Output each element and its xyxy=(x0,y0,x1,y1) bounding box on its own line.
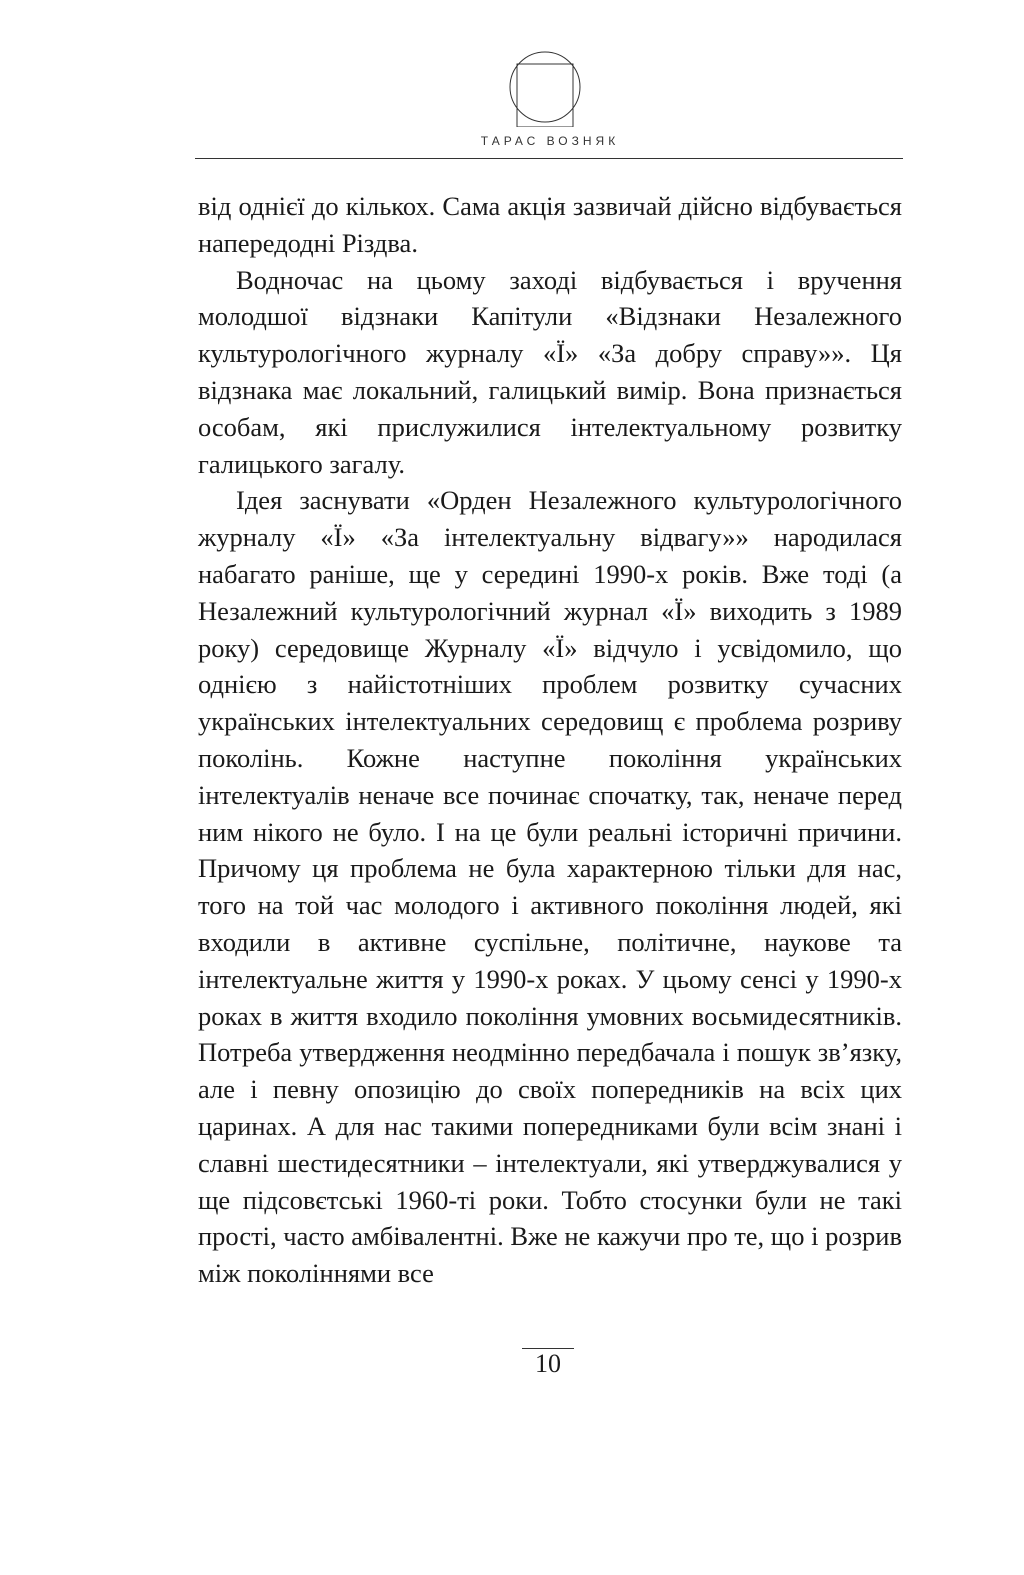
page-number: 10 xyxy=(535,1349,561,1378)
paragraph: Ідея заснувати «Орден Незалежного культурологічного журналу «Ї» «За інтелектуальну відвагу»» народилася набагато раніше, ще у середині 1990-х років. Вже тоді (а Незалежний культурологічний журнал «Ї» виходить з 1989 року) середовище Журналу «Ї» відчуло і усвідомило, що однією з найістотніших проблем розвитку сучасних українських інтелектуальних середовищ є проблема розриву поколінь. Кожне наступне покоління українських інтелектуалів неначе все починає спочатку, так, неначе перед ним нікого не було. І на це були реальні історичні причини. Причому ця проблема не була характерною тільки для нас, того на той час молодого і активного покоління людей, які входили в активне суспільне, політичне, наукове та інтелектуальне життя у 1990-х роках. У цьому сенсі у 1990-х роках в життя входило покоління умовних восьмидесятників. Потреба утвердження неодмінно передбачала і пошук зв’язку, але і певну опозицію до своїх попередників на всіх цих царинах. А для нас такими попередниками були всім знані і славні шестидесятники – інтелектуали, які утверджувалися у ще підсовєтські 1960-ті роки. Тобто стосунки були не такі прості, часто амбівалентні. Вже не кажучи про те, що і розрив між поколіннями все xyxy=(198,485,902,1289)
header-rule xyxy=(195,158,903,159)
paragraph-continuation: від однієї до кількох. Сама акція зазвичай дійсно відбувається напередодні Різдва. xyxy=(198,191,902,258)
circle-square-emblem-icon xyxy=(505,47,585,127)
paragraph: Водночас на цьому заході відбувається і вручення молодшої відзнаки Капітули «Відзнаки Незалежного культурологічного журналу «Ї» «За добру справу»». Ця відзнака має локальний, галицький вимір. Вона признається особам, які прислужилися інтелектуальному розвитку галицького загалу. xyxy=(198,264,902,479)
main-text xyxy=(198,188,902,1292)
running-head-author: ТАРАС ВОЗНЯК xyxy=(480,134,620,148)
